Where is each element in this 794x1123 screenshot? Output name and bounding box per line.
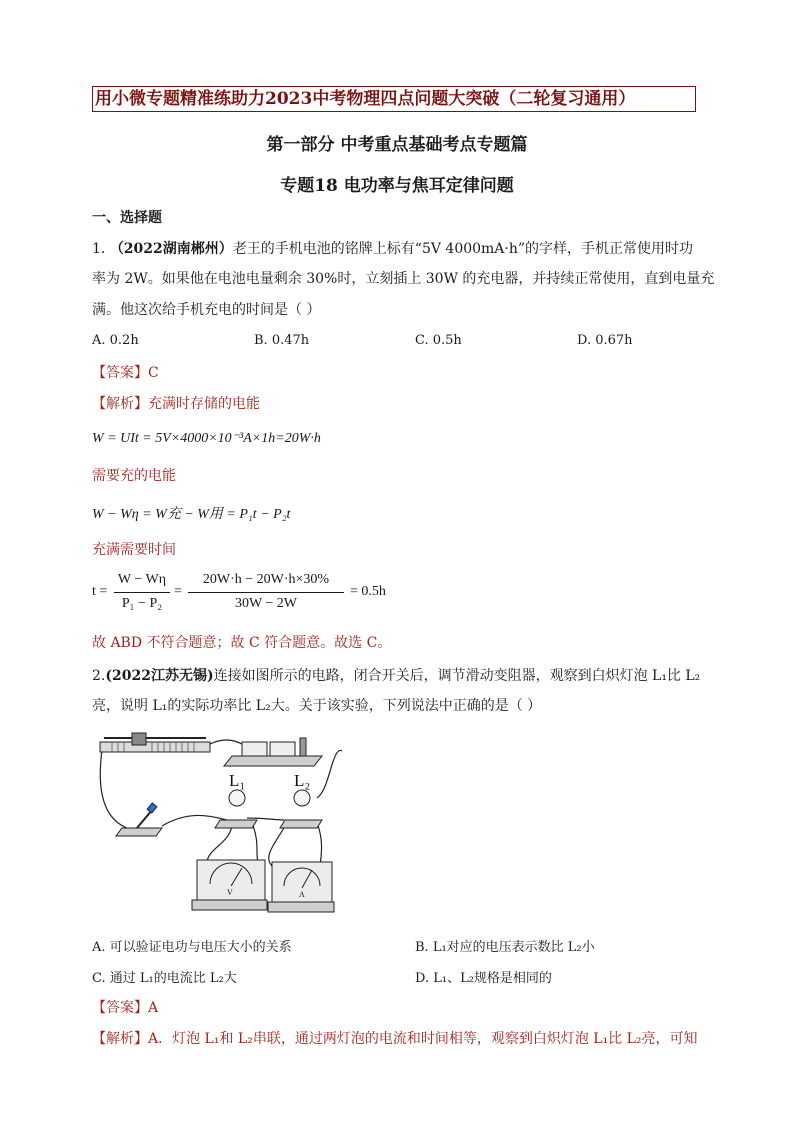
q2-line-2: 亮，说明 L₁的实际功率比 L₂大。关于该实验，下列说法中正确的是（ ） (92, 698, 542, 714)
section-heading: 一、选择题 (92, 210, 162, 226)
fraction-bar-2 (188, 592, 344, 593)
rheostat (100, 733, 210, 752)
figure-label-l2: L₂ (294, 771, 311, 790)
wire-l2-a (269, 823, 287, 868)
q2-analysis-label: 【解析】 (92, 1031, 148, 1047)
q1-option-c: C. 0.5h (415, 333, 462, 348)
series-banner: 用小微专题精准练助力2023中考物理四点问题大突破（二轮复习通用） (92, 86, 696, 112)
bulb-l2 (280, 790, 322, 828)
q1-eq3-den2: 30W − 2W (234, 596, 298, 611)
q1-analysis-1 (92, 395, 260, 413)
q1-equation-1: W = UIt = 5V×4000×10⁻³A×1h=20W·h (92, 431, 321, 446)
q1-eq3-lhs: t = (92, 584, 108, 599)
q2-option-c: C. 通过 L₁的电流比 L₂大 (92, 971, 237, 986)
circuit-diagram (92, 728, 342, 918)
q1-source: （2022湖南郴州） (109, 241, 233, 257)
fraction-bar-1 (114, 592, 170, 593)
q1-option-b: B. 0.47h (254, 333, 310, 348)
figure-label-a: A (299, 890, 305, 899)
q2-option-a: A. 可以验证电功与电压大小的关系 (92, 940, 292, 955)
equals-sign: = (174, 584, 182, 599)
q2-option-d: D. L₁、L₂规格是相同的 (415, 971, 552, 986)
q2-answer-value: A (148, 1000, 159, 1016)
q1-eq3-num2: 20W·h − 20W·h×30% (202, 572, 330, 587)
q1-option-a: A. 0.2h (92, 333, 139, 348)
q2-analysis-text-1: A．灯泡 L₁和 L₂串联，通过两灯泡的电流和时间相等，观察到白炽灯泡 L₁比 L₂亮，可知 (148, 1031, 698, 1047)
ammeter (268, 862, 334, 912)
figure-label-l1: L₁ (229, 771, 246, 790)
q1-line-1: 1. （2022湖南郴州）老王的手机电池的铭牌上标有“5V 4000mA·h”的字样，手机正常使用时功 (92, 241, 694, 257)
q1-answer-value: C (148, 365, 159, 381)
wire-left (100, 750, 127, 828)
q1-equation-2: W − Wη = W充 − W用 = P₁t − P₂t (92, 507, 291, 522)
q1-line-3: 满。他这次给手机充电的时间是（ ） (92, 302, 321, 318)
bulb-l1 (215, 790, 257, 828)
q2-answer-label: 【答案】 (92, 1000, 148, 1016)
q1-conclusion: 故 ABD 不符合题意；故 C 符合题意。故选 C。 (92, 635, 392, 651)
q2-answer (92, 999, 158, 1017)
q1-eq3-den1: P₁ − P₂ (121, 596, 163, 611)
q1-eq3-rhs: = 0.5h (350, 584, 386, 599)
q1-eq3-num1: W − Wη (117, 572, 167, 587)
q1-line-2: 率为 2W。如果他在电池电量剩余 30%时，立刻插上 30W 的充电器，并持续正常使用，直到电量充 (92, 271, 715, 287)
q1-answer-label: 【答案】 (92, 365, 148, 381)
q2-number: 2. (92, 668, 106, 684)
q1-analysis-text-1: 充满时存储的电能 (148, 396, 260, 412)
q1-option-d: D. 0.67h (577, 333, 633, 348)
q1-analysis-3: 充满需要时间 (92, 542, 176, 558)
q2-line-1 (92, 667, 700, 685)
figure-label-v: V (227, 888, 233, 897)
part-title: 第一部分 中考重点基础考点专题篇 (266, 135, 528, 155)
wire-l1-v (207, 823, 232, 863)
q1-analysis-label: 【解析】 (92, 396, 148, 412)
q1-text-1: 老王的手机电池的铭牌上标有“5V 4000mA·h”的字样，手机正常使用时功 (232, 241, 694, 257)
q1-answer (92, 364, 159, 382)
q2-source: (2022江苏无锡) (105, 668, 214, 684)
voltmeter (192, 860, 267, 910)
topic-title: 专题18 电功率与焦耳定律问题 (280, 176, 514, 196)
q1-analysis-2: 需要充的电能 (92, 468, 176, 484)
q2-text-1: 连接如图所示的电路，闭合开关后，调节滑动变阻器，观察到白炽灯泡 L₁比 L₂ (213, 668, 701, 684)
q2-option-b: B. L₁对应的电压表示数比 L₂小 (415, 940, 595, 955)
q2-analysis-1 (92, 1030, 698, 1048)
switch (116, 803, 162, 836)
